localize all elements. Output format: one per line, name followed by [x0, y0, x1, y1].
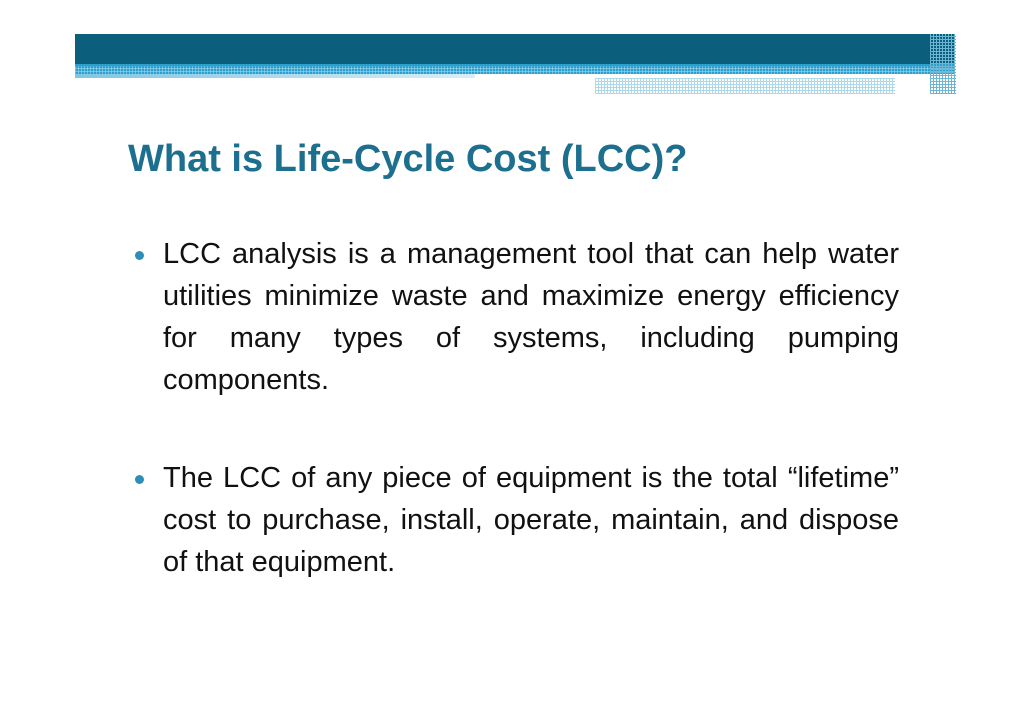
- header-banner: [75, 34, 955, 64]
- header-fade: [75, 74, 475, 78]
- bullet-item: [135, 457, 899, 583]
- bullet-dot-icon: [135, 475, 144, 484]
- header-grid-right: [930, 34, 956, 94]
- bullet-text: The LCC of any piece of equipment is the total “lifetime” cost to purchase, install, operate, maintain, and dispose of that equipment.: [163, 462, 899, 578]
- bullet-item: [135, 233, 899, 401]
- bullet-dot-icon: [135, 251, 144, 260]
- bullet-text: LCC analysis is a management tool that can help water utilities minimize waste and maximize energy efficiency for many types of systems, including pumping components.: [163, 238, 899, 396]
- slide-title: What is Life-Cycle Cost (LCC)?: [128, 138, 688, 180]
- bullet-list: [135, 233, 899, 583]
- header-grid-bottom: [595, 78, 895, 94]
